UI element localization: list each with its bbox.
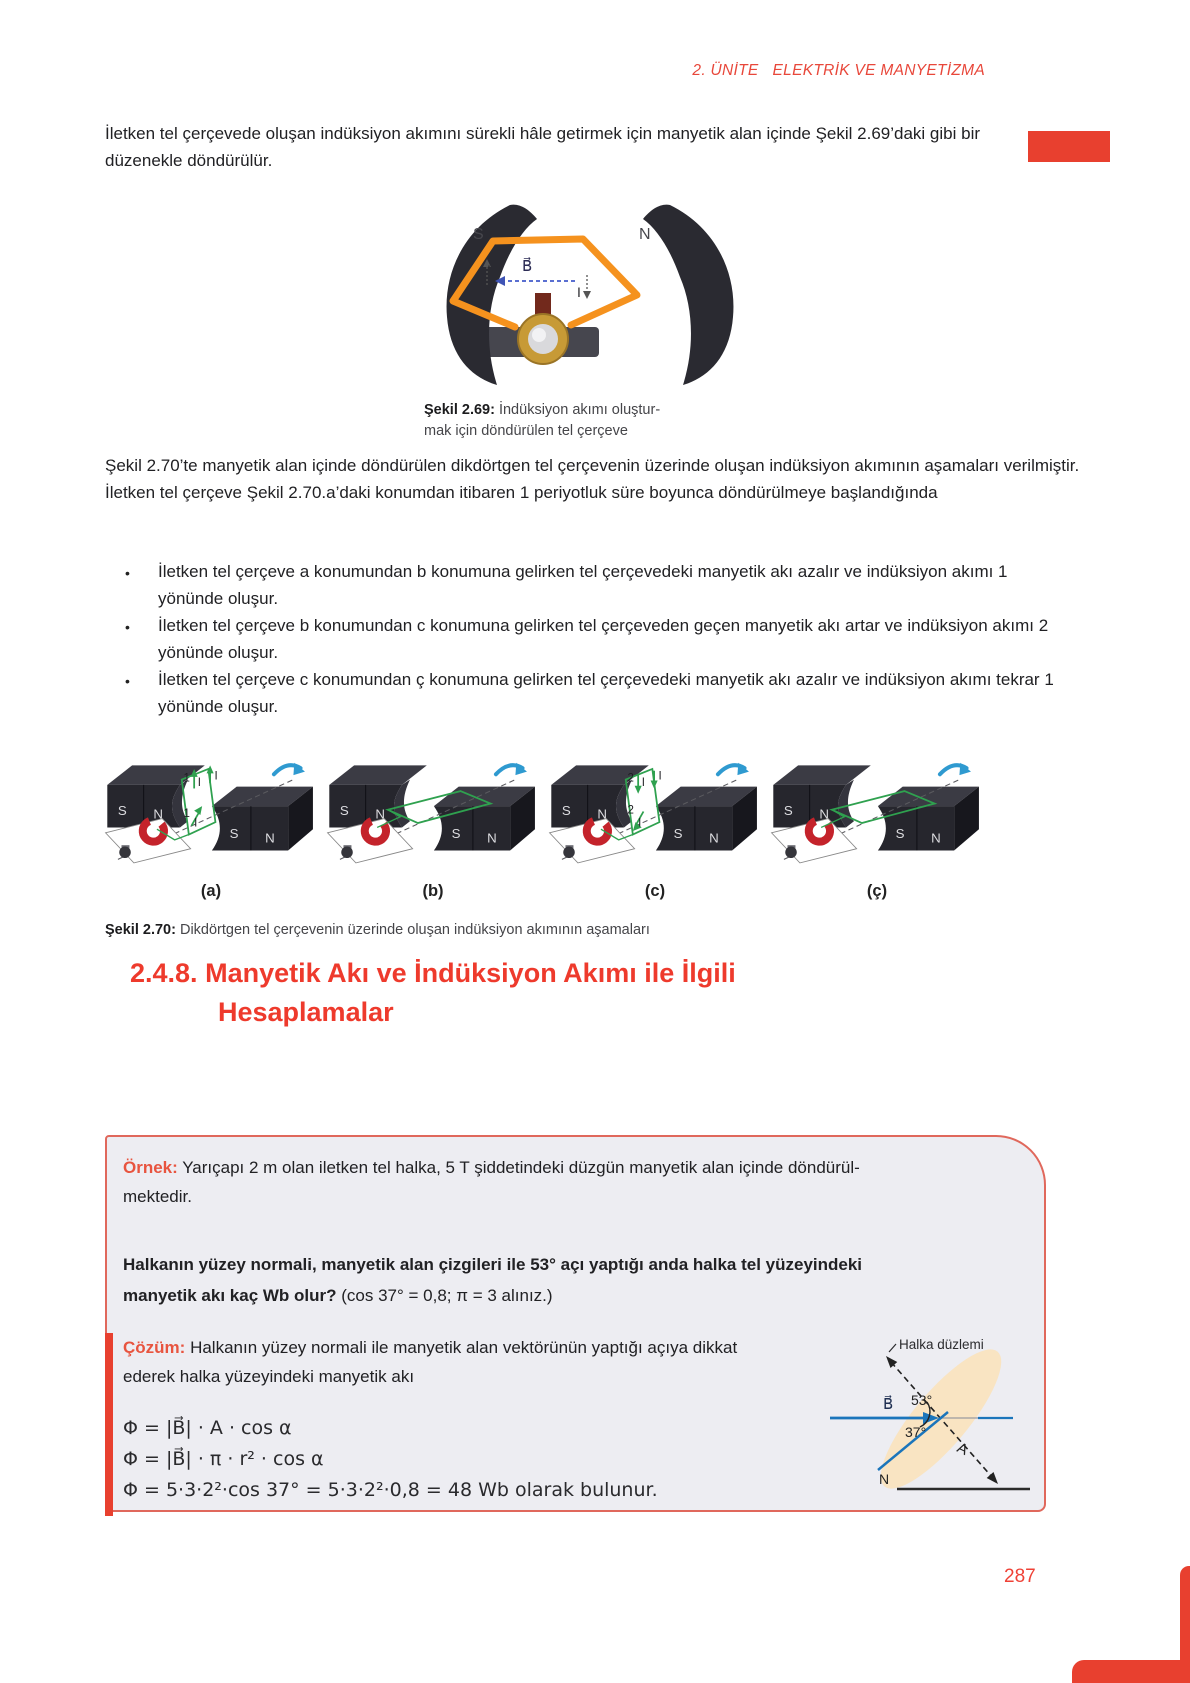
figure-2-70-panel-c xyxy=(544,753,766,870)
question-line1: Halkanın yüzey normali, manyetik alan çizgileri ile 53° açı yaptığı anda halka tel yüzeyindeki xyxy=(123,1255,863,1274)
pole-label-s: S xyxy=(229,826,239,842)
example-statement xyxy=(123,1153,1028,1211)
panel-label-a: (a) xyxy=(200,882,222,900)
figure-2-70-panel-c-cedilla xyxy=(766,753,988,870)
example-box xyxy=(105,1135,1046,1512)
section-title-line1: Manyetik Akı ve İndüksiyon Akımı ile İlgili xyxy=(205,958,736,988)
area-label: A xyxy=(954,1439,971,1459)
pole-label-n: N xyxy=(375,806,385,822)
angle-top-label: 53° xyxy=(911,1392,933,1408)
current-direction-label: 2 xyxy=(627,804,634,817)
current-direction-label: 1 xyxy=(183,807,190,820)
caption-text: Dikdörtgen tel çerçevenin üzerinde oluşan indüksiyon akımının aşamaları xyxy=(179,922,650,938)
list-item xyxy=(125,558,1075,612)
current-symbol: I xyxy=(638,817,642,830)
field-label: B⃗ xyxy=(522,258,533,275)
current-direction-label: 2 xyxy=(627,772,634,785)
current-symbol: I xyxy=(641,776,645,789)
question-line2: manyetik akı kaç Wb olur? xyxy=(123,1286,337,1305)
figure-2-69-caption xyxy=(424,400,714,442)
pole-label-s: S xyxy=(561,803,571,819)
figure-2-70-caption xyxy=(105,920,1005,941)
rotor-highlight xyxy=(532,328,546,342)
current-symbol: I xyxy=(214,770,218,783)
solution-label: Çözüm: xyxy=(123,1338,186,1357)
figure-2-69-generator xyxy=(425,197,755,393)
unit-header xyxy=(692,62,985,80)
example-line2: mektedir. xyxy=(123,1187,192,1206)
unit-title: ELEKTRİK VE MANYETİZMA xyxy=(772,62,985,79)
example-label: Örnek: xyxy=(123,1158,178,1177)
section-number: 2.4.8. xyxy=(130,958,198,988)
section-title-line2: Hesaplamalar xyxy=(218,997,394,1027)
pole-label-s: S xyxy=(673,826,683,842)
panel-label-c-cedilla: (ç) xyxy=(866,882,888,900)
formula-line: Φ = |B⃗| · π · r² · cos α xyxy=(123,1448,324,1470)
bullet-icon: • xyxy=(125,565,130,581)
pole-label-n: N xyxy=(931,830,941,846)
pole-label-n: N xyxy=(153,806,163,822)
page-number: 287 xyxy=(1004,1566,1036,1587)
magnet-blade-right xyxy=(643,205,733,385)
figure-2-70-panel-a xyxy=(100,753,322,870)
caption-line2: mak için döndürülen tel çerçeve xyxy=(424,423,628,439)
pole-label-n: N xyxy=(265,830,275,846)
caption-label: Şekil 2.70: xyxy=(105,922,176,938)
current-label-right: I xyxy=(577,284,581,300)
chapter-edge-tab xyxy=(1028,131,1110,162)
formula-line: Φ = 5·3·2²·cos 37° = 5·3·2²·0,8 = 48 Wb olarak bulunur. xyxy=(123,1479,658,1501)
pole-label-s: S xyxy=(783,803,793,819)
current-label-left: I xyxy=(487,262,491,278)
bullet-text: İletken tel çerçeve a konumundan b konumuna gelirken tel çerçevedeki manyetik akı azalır ve indüksiyon akımı 1 yönünde oluşur. xyxy=(158,562,1008,608)
solution-formulas xyxy=(123,1413,658,1506)
panel-label-b: (b) xyxy=(422,882,444,900)
current-direction-label: 1 xyxy=(183,772,190,785)
bullet-text: İletken tel çerçeve c konumundan ç konumuna gelirken tel çerçevedeki manyetik akı azalır ve indüksiyon akımı tekrar 1 yönünde oluşur. xyxy=(158,670,1054,716)
field-label: B⃗ xyxy=(883,1396,894,1413)
solution-accent-bar xyxy=(105,1333,113,1516)
pole-label-s: S xyxy=(117,803,127,819)
formula-line: Φ = |B⃗| · A · cos α xyxy=(123,1417,292,1439)
current-symbol: I xyxy=(658,770,662,783)
pole-label-s: S xyxy=(339,803,349,819)
current-symbol: I xyxy=(194,817,198,830)
pole-label-s: S xyxy=(451,826,461,842)
figure-2-70-paragraph: Şekil 2.70’te manyetik alan içinde döndürülen dikdörtgen tel çerçevenin üzerinde oluşan indüksiyon akımının aşamaları verilmiştir. İletken tel çerçeve Şekil 2.70.a’daki konumdan itibaren 1 periyotluk süre boyunca döndürülmeye başlandığında xyxy=(105,456,1080,502)
pole-label-s: S xyxy=(473,226,484,243)
list-item xyxy=(125,612,1075,666)
pole-label-n: N xyxy=(819,806,829,822)
solution-text xyxy=(123,1333,813,1391)
panel-label-c: (c) xyxy=(644,882,666,900)
unit-number: 2. ÜNİTE xyxy=(692,62,759,79)
current-symbol: I xyxy=(197,776,201,789)
list-item xyxy=(125,666,1075,720)
angle-bottom-label: 37° xyxy=(905,1424,927,1440)
solution-line2: ederek halka yüzeyindeki manyetik akı xyxy=(123,1367,415,1386)
ring-plane-label: Halka düzlemi xyxy=(899,1337,984,1352)
caption-line1: İndüksiyon akımı oluştur- xyxy=(498,402,661,418)
example-question xyxy=(123,1249,1028,1311)
example-line1: Yarıçapı 2 m olan iletken tel halka, 5 T şiddetindeki düzgün manyetik alan içinde döndürül- xyxy=(182,1158,860,1177)
section-heading xyxy=(130,954,990,1032)
bullet-icon: • xyxy=(125,619,130,635)
caption-label: Şekil 2.69: xyxy=(424,402,495,418)
bullet-text: İletken tel çerçeve b konumundan c konumuna gelirken tel çerçeveden geçen manyetik akı artar ve indüksiyon akımı 2 yönünde oluşur. xyxy=(158,616,1049,662)
pole-label-n: N xyxy=(597,806,607,822)
solution-line1: Halkanın yüzey normali ile manyetik alan vektörünün yaptığı açıya dikkat xyxy=(190,1338,738,1357)
pole-label-n: N xyxy=(639,226,651,243)
pole-label-n: N xyxy=(709,830,719,846)
question-note: (cos 37° = 0,8; π = 3 alınız.) xyxy=(341,1286,553,1305)
corner-tab-horizontal xyxy=(1072,1660,1190,1683)
solution-diagram xyxy=(811,1331,1039,1503)
normal-label: N xyxy=(879,1471,890,1487)
bullet-list xyxy=(125,558,1075,720)
pole-label-n: N xyxy=(487,830,497,846)
intro-paragraph: İletken tel çerçevede oluşan indüksiyon akımını sürekli hâle getirmek için manyetik alan içinde Şekil 2.69’daki gibi bir düzenekle döndürülür. xyxy=(105,124,981,170)
figure-2-70-panel-b xyxy=(322,753,544,870)
pole-label-s: S xyxy=(895,826,905,842)
bullet-icon: • xyxy=(125,673,130,689)
